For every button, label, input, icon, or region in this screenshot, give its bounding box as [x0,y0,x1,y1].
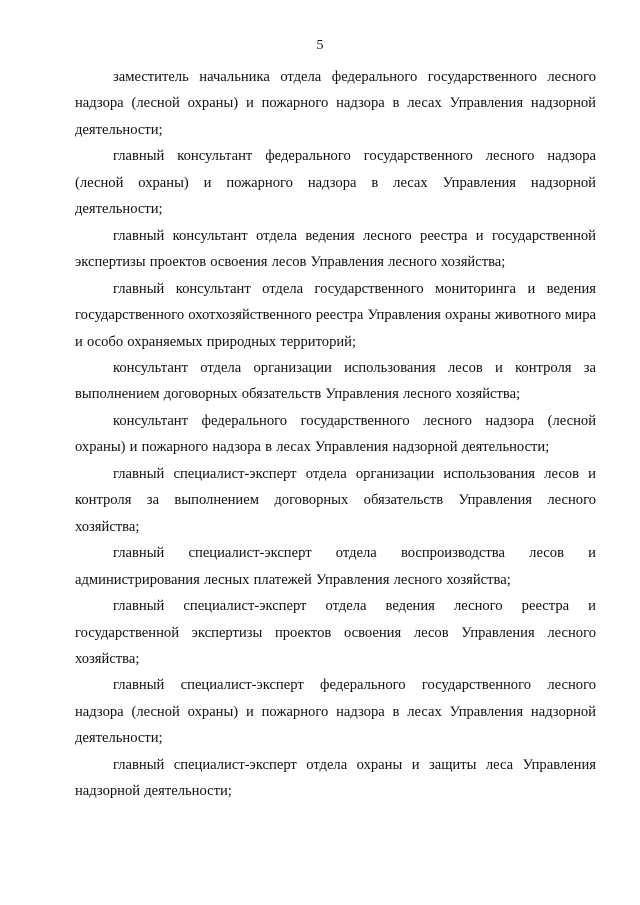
paragraph: главный консультант отдела государственного мониторинга и ведения государственного охотхозяйственного реестра Управления охраны животного мира и особо охраняемых природных территорий; [75,280,596,350]
paragraph: главный специалист-эксперт федерального государственного лесного надзора (лесной охраны) и пожарного надзора в лесах Управления надзорной деятельности; [75,677,596,747]
paragraph: главный специалист-эксперт отдела воспроизводства лесов и администрирования лесных платежей Управления лесного хозяйства; [75,545,596,588]
paragraph: консультант отдела организации использования лесов и контроля за выполнением договорных обязательств Управления лесного хозяйства; [75,359,596,403]
paragraph: главный специалист-эксперт отдела ведения лесного реестра и государственной экспертизы проектов освоения лесов Управления лесного хозяйства; [75,598,596,667]
paragraph: консультант федерального государственного лесного надзора (лесной охраны) и пожарного надзора в лесах Управления надзорной деятельности; [75,412,596,456]
paragraph: заместитель начальника отдела федерального государственного лесного надзора (лесной охраны) и пожарного надзора в лесах Управления надзорной деятельности; [75,69,596,138]
paragraph: главный консультант федерального государственного лесного надзора (лесной охраны) и пожарного надзора в лесах Управления надзорной деятельности; [75,148,596,218]
page-number: 5 [316,38,324,53]
paragraph: главный специалист-эксперт отдела охраны и защиты леса Управления надзорной деятельности; [75,756,596,800]
paragraph: главный специалист-эксперт отдела организации использования лесов и контроля за выполнением договорных обязательств Управления лесного хозяйства; [75,465,596,535]
paragraph: главный консультант отдела ведения лесного реестра и государственной экспертизы проектов освоения лесов Управления лесного хозяйства; [75,227,596,271]
document-body [75,64,596,805]
